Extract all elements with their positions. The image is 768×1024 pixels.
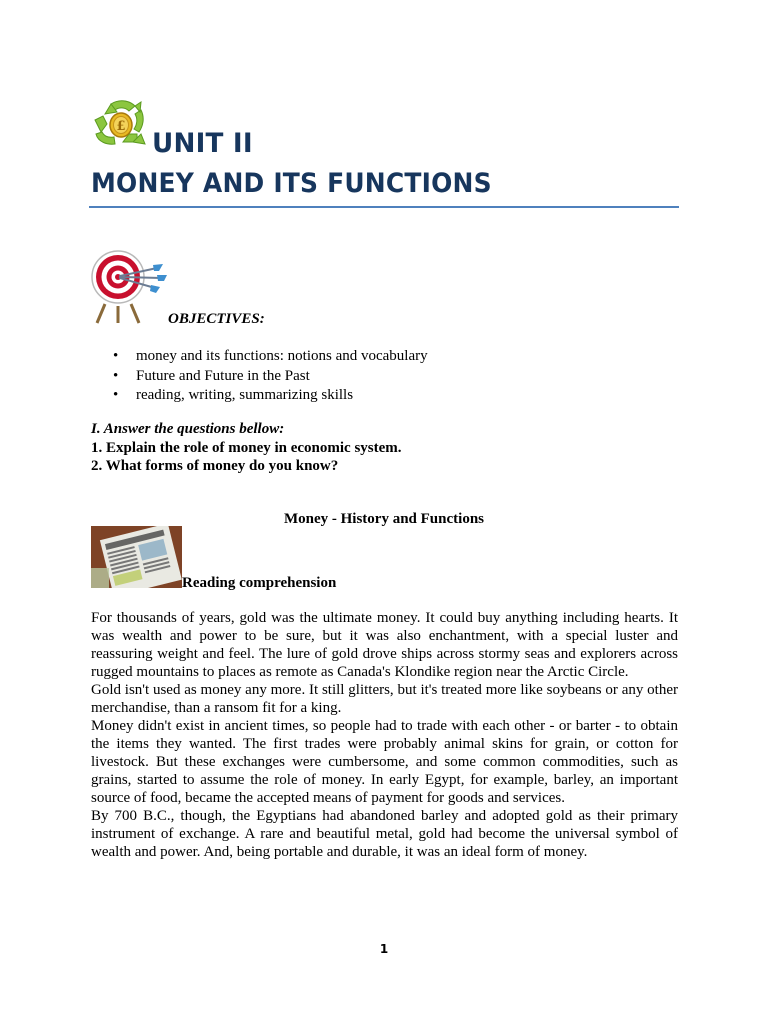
bullet-icon: •	[113, 348, 119, 364]
paragraph: Money didn't exist in ancient times, so people had to trade with each other - or barter - to obtain the items they wanted. The first trades were probably animal skins for grain, or cotton for livestock. But these exchanges were cumbersome, and some common commodities, such as grains, started to assume the role of money. In early Egypt, for example, barley, an important source of food, became the accepted means of payment for goods and services.	[91, 718, 678, 806]
questions-heading: I. Answer the questions bellow:	[91, 421, 285, 437]
page-number: 1	[379, 942, 389, 956]
question-item: 1. Explain the role of money in economic system.	[91, 439, 402, 456]
bullet-icon: •	[113, 387, 119, 403]
title-divider	[89, 206, 679, 208]
section-title: Money - History and Functions	[283, 511, 484, 527]
unit-label: UNIT II	[152, 128, 253, 159]
reading-text	[91, 609, 678, 861]
reading-comprehension-label: Reading comprehension	[182, 575, 337, 591]
bullet-icon: •	[113, 367, 119, 384]
paragraph: By 700 B.C., though, the Egyptians had abandoned barley and adopted gold as their primary instrument of exchange. A rare and beautiful metal, gold had become the universal symbol of wealth and power. And, being portable and durable, it was an ideal form of money.	[91, 808, 678, 860]
svg-text:£: £	[116, 119, 126, 134]
questions-block	[91, 420, 402, 476]
paragraph: For thousands of years, gold was the ultimate money. It could buy anything including hearts. It was wealth and power to be sure, but it was also enchantment, with a special luster and reassuring weight and feel. The lure of gold drove ships across stormy seas and explorers across rugged mountains to places as remote as Canada's Klondike region near the Arctic Circle.	[91, 610, 678, 680]
list-item: • money and its functions: notions and vocabulary	[113, 348, 428, 364]
list-item: • Future and Future in the Past	[113, 367, 310, 384]
page-title: MONEY AND ITS FUNCTIONS	[91, 168, 492, 199]
paragraph: Gold isn't used as money any more. It still glitters, but it's treated more like soybeans or any other merchandise, than a ransom fit for a king.	[91, 682, 678, 716]
recycle-coin-icon	[93, 98, 149, 150]
objectives-heading: OBJECTIVES:	[168, 311, 265, 327]
newspaper-image	[91, 526, 182, 588]
objectives-list	[107, 347, 428, 406]
list-item: • reading, writing, summarizing skills	[113, 387, 354, 403]
target-arrows-icon	[91, 244, 167, 324]
question-item: 2. What forms of money do you know?	[91, 458, 339, 474]
